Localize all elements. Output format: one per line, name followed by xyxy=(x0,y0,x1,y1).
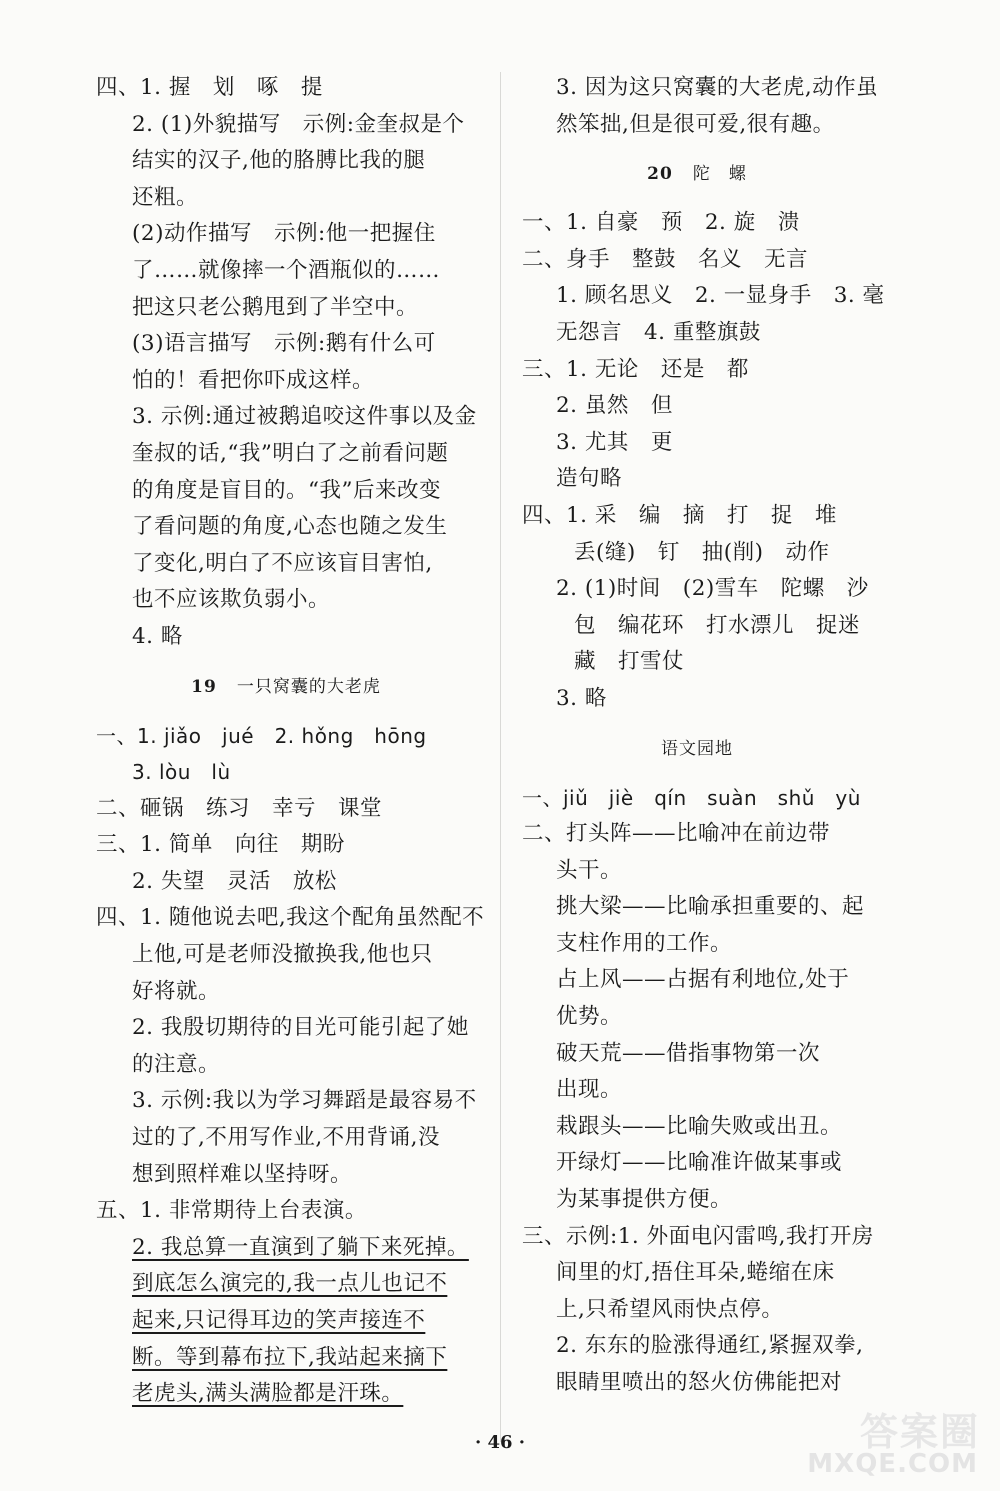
answer-line: 也不应该欺负弱小。 xyxy=(132,587,331,613)
answer-line: 三、示例:1. 外面电闪雷鸣,我打开房 xyxy=(522,1223,874,1249)
answer-line: 2. 失望 灵活 放松 xyxy=(132,868,337,894)
answer-line: 的注意。 xyxy=(132,1051,221,1077)
answer-line: 3. 示例:我以为学习舞蹈是最容易不 xyxy=(132,1088,477,1114)
answer-line: 支柱作用的工作。 xyxy=(556,930,733,956)
watermark-logo-text: 答案圈 xyxy=(859,1410,980,1454)
underlined-answer-line: 起来,只记得耳边的笑声接连不 xyxy=(132,1308,426,1333)
answer-line: 3. 示例:通过被鹅追咬这件事以及金 xyxy=(132,404,477,430)
answer-line: 三、1. 无论 还是 都 xyxy=(522,356,749,382)
answer-line: 栽跟头——比喻失败或出丑。 xyxy=(556,1113,843,1139)
watermark-logo xyxy=(786,1401,986,1483)
answer-line: 上,只希望风雨快点停。 xyxy=(556,1296,784,1322)
answer-line: 一、1. jiǎo jué 2. hǒng hōng xyxy=(96,723,427,748)
answer-line: (3)语言描写 示例:鹅有什么可 xyxy=(132,331,436,357)
answer-line: 3. lòu lù xyxy=(132,760,231,785)
answer-line: 开绿灯——比喻准许做某事或 xyxy=(556,1150,843,1176)
answer-line: 结实的汉子,他的胳膊比我的腿 xyxy=(132,148,426,174)
underlined-answer-line: 2. 我总算一直演到了躺下来死掉。 xyxy=(132,1234,469,1260)
answer-line: 然笨拙,但是很可爱,很有趣。 xyxy=(556,111,835,137)
answer-line: 出现。 xyxy=(556,1077,623,1103)
answer-line: 优势。 xyxy=(556,1004,623,1030)
garden-title: 语文园地 xyxy=(661,738,733,759)
lesson-number: 19 xyxy=(191,676,217,697)
answer-line: 1. 顾名思义 2. 一显身手 3. 毫 xyxy=(556,283,885,309)
answer-line: 间里的灯,捂住耳朵,蜷缩在床 xyxy=(556,1260,835,1286)
answer-line: 3. 略 xyxy=(556,685,607,711)
lesson-20-title xyxy=(522,143,872,205)
page-number: · 46 · xyxy=(474,1432,526,1453)
answer-line: 2. 虽然 但 xyxy=(556,393,673,419)
answer-line: 丢(缝) 钉 抽(削) 动作 xyxy=(574,539,830,565)
lesson-number: 20 xyxy=(647,164,673,185)
answer-line: 藏 打雪仗 xyxy=(574,649,685,675)
answer-line: 一、jiǔ jiè qín suàn shǔ yù xyxy=(522,785,861,810)
answer-line: 3. 因为这只窝囊的大老虎,动作虽 xyxy=(556,75,879,100)
answer-line: 的角度是盲目的。“我”后来改变 xyxy=(132,477,441,503)
answer-line: 二、打头阵——比喻冲在前边带 xyxy=(522,821,831,847)
answer-line: 四、1. 采 编 摘 打 捉 堆 xyxy=(522,502,837,528)
answer-line: 四、1. 随他说去吧,我这个配角虽然配不 xyxy=(96,905,485,931)
answer-line: 3. 尤其 更 xyxy=(556,429,673,455)
column-divider xyxy=(500,72,501,1442)
answer-line: 上他,可是老师没撤换我,他也只 xyxy=(132,942,433,968)
answer-line: 四、1. 握 划 啄 提 xyxy=(96,75,323,100)
answer-line: 好将就。 xyxy=(132,978,221,1004)
answer-line: 想到照样难以坚持呀。 xyxy=(132,1161,353,1187)
answer-line: 奎叔的话,“我”明白了之前看问题 xyxy=(132,440,449,466)
answer-line: 怕的！看把你吓成这样。 xyxy=(132,367,375,393)
watermark-site-text: MXQE.COM xyxy=(807,1449,978,1479)
answer-line: 2. (1)外貌描写 示例:金奎叔是个 xyxy=(132,111,465,137)
answer-line: 一、1. 自豪 预 2. 旋 溃 xyxy=(522,210,800,236)
answer-line: 破天荒——借指事物第一次 xyxy=(556,1040,821,1066)
answer-line: 了变化,明白了不应该盲目害怕, xyxy=(132,550,433,576)
answer-line: 4. 略 xyxy=(132,623,183,649)
answer-line: 二、身手 整鼓 名义 无言 xyxy=(522,246,809,272)
right-column xyxy=(522,70,885,1402)
answer-line: 了看问题的角度,心态也随之发生 xyxy=(132,514,448,540)
answer-line: (2)动作描写 示例:他一把握住 xyxy=(132,221,436,247)
answer-line: 五、1. 非常期待上台表演。 xyxy=(96,1198,367,1224)
answer-line: 二、砸锅 练习 幸亏 课堂 xyxy=(96,795,383,821)
answer-line: 占上风——占据有利地位,处于 xyxy=(556,967,850,993)
answer-line: 造句略 xyxy=(556,466,623,492)
answer-line: 了……就像摔一个酒瓶似的…… xyxy=(132,257,441,283)
underlined-answer-line: 断。等到幕布拉下,我站起来摘下 xyxy=(132,1344,448,1370)
answer-line: 2. 东东的脸涨得通红,紧握双拳, xyxy=(556,1333,864,1359)
answer-line: 挑大梁——比喻承担重要的、起 xyxy=(556,894,865,920)
answer-line: 还粗。 xyxy=(132,184,199,210)
underlined-answer-line: 到底怎么演完的,我一点儿也记不 xyxy=(132,1271,448,1297)
lesson-19-title xyxy=(96,656,476,718)
lesson-title-text: 一只窝囊的大老虎 xyxy=(236,676,381,697)
answer-line: 2. (1)时间 (2)雪车 陀螺 沙 xyxy=(556,576,869,602)
answer-line: 2. 我殷切期待的目光可能引起了她 xyxy=(132,1015,469,1041)
answer-line: 为某事提供方便。 xyxy=(556,1187,733,1213)
lesson-title-text: 陀 螺 xyxy=(692,164,747,185)
answer-line: 把这只老公鹅甩到了半空中。 xyxy=(132,294,419,320)
answer-line: 包 编花环 打水漂儿 捉迷 xyxy=(574,612,861,638)
answer-line: 无怨言 4. 重整旗鼓 xyxy=(556,319,761,345)
answer-line: 头干。 xyxy=(556,857,623,883)
answer-line: 过的了,不用写作业,不用背诵,没 xyxy=(132,1125,441,1151)
answer-line: 三、1. 简单 向往 期盼 xyxy=(96,832,345,858)
left-column xyxy=(96,70,485,1413)
underlined-answer-line: 老虎头,满头满脸都是汗珠。 xyxy=(132,1381,404,1407)
answer-line: 眼睛里喷出的怒火仿佛能把对 xyxy=(556,1370,843,1395)
